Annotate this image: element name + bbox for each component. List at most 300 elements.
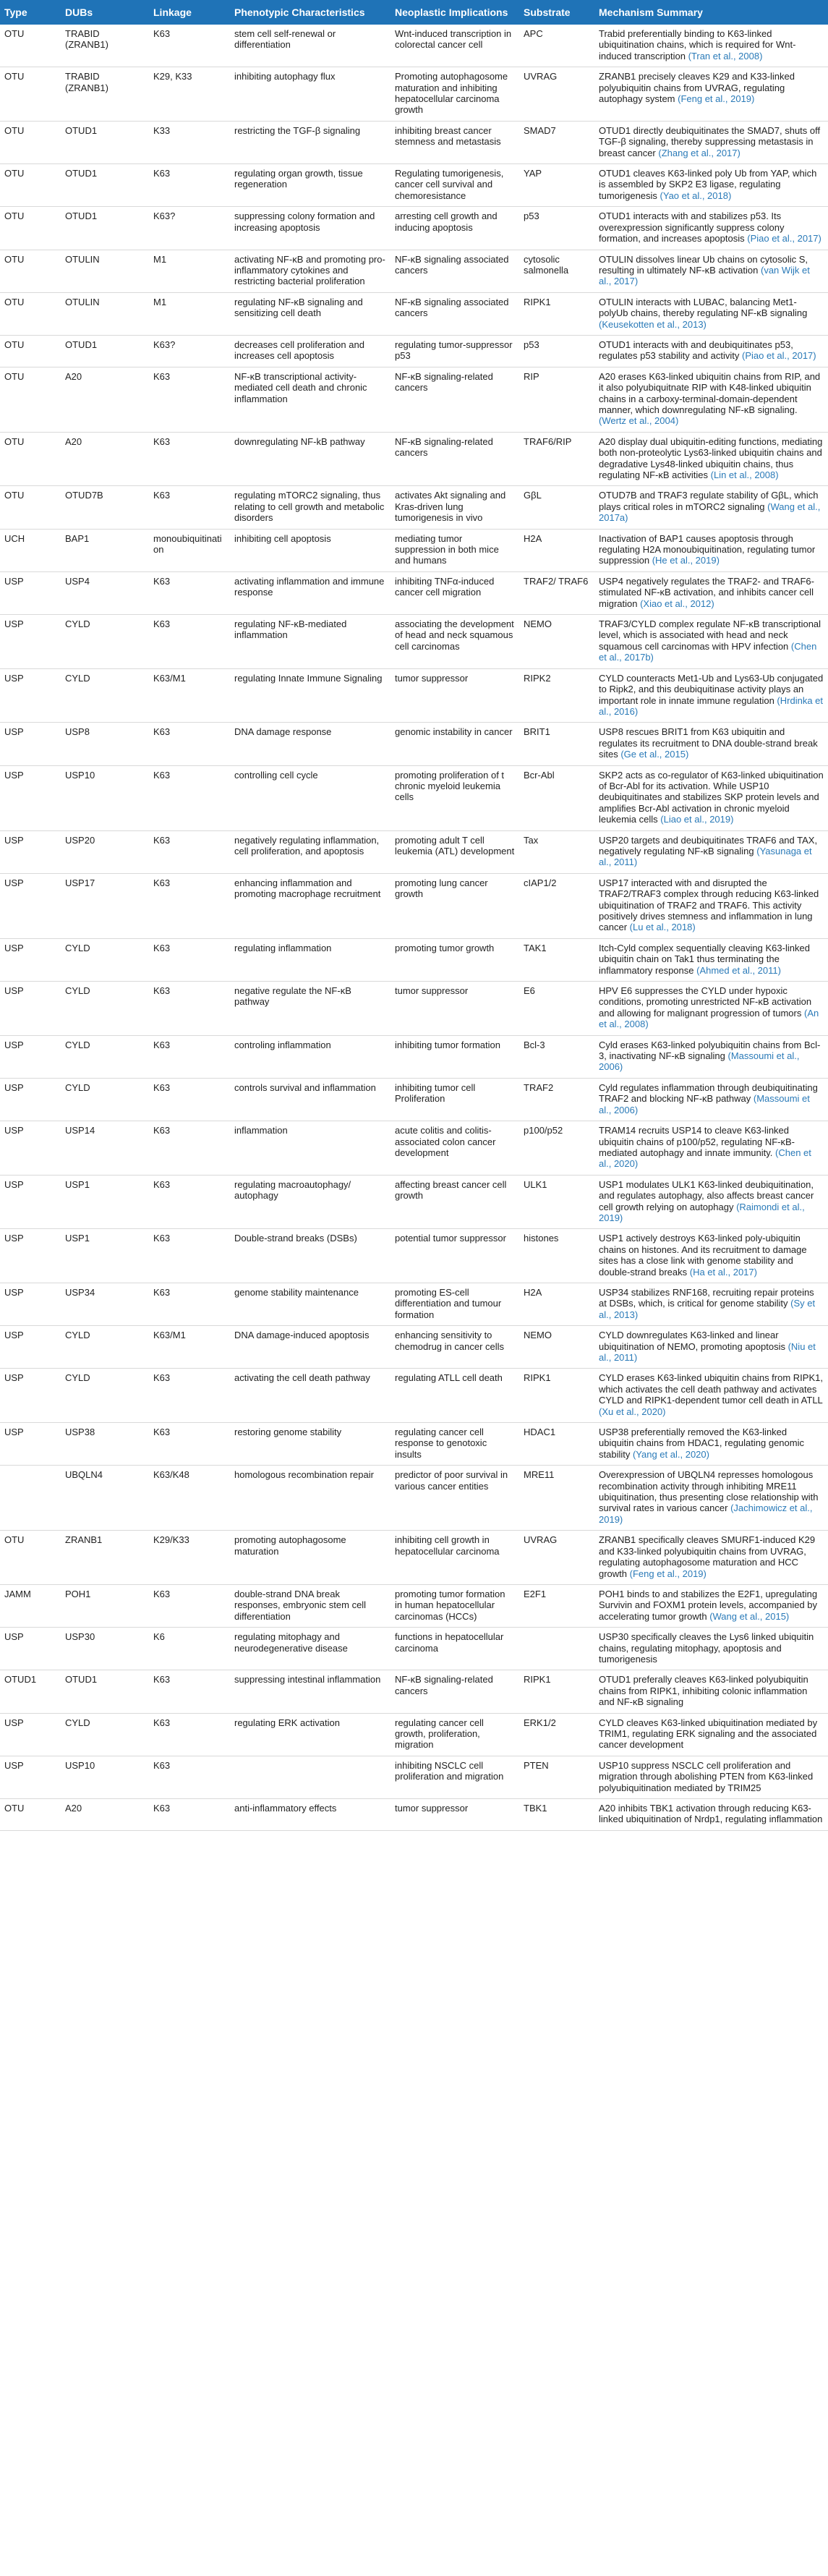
cell-phenotypic: regulating macroautophagy/ autophagy bbox=[230, 1175, 390, 1229]
cell-phenotypic: negative regulate the NF-κB pathway bbox=[230, 982, 390, 1036]
cell-dub: UBQLN4 bbox=[61, 1466, 149, 1531]
citation-link[interactable]: (Liao et al., 2019) bbox=[660, 814, 734, 825]
cell-type: OTUD1 bbox=[0, 1670, 61, 1713]
cell-phenotypic: Double-strand breaks (DSBs) bbox=[230, 1229, 390, 1283]
header-dubs: DUBs bbox=[65, 7, 93, 18]
cell-type: USP bbox=[0, 830, 61, 873]
cell-neoplastic: arresting cell growth and inducing apoptosis bbox=[390, 207, 519, 250]
cell-type: OTU bbox=[0, 432, 61, 486]
table-row bbox=[0, 830, 828, 873]
mechanism-text: OTUD1 directly deubiquitinates the SMAD7, shuts off TGF-β signaling, thereby suppressing metastasis in breast cancer bbox=[599, 124, 821, 158]
cell-substrate: histones bbox=[519, 1229, 594, 1283]
mechanism-text: Overexpression of UBQLN4 represses homologous recombination activity through inhibiting MRE11 ubiquitination, thus presenting close relationship with survival rates in various cancer bbox=[599, 1469, 819, 1514]
citation-link[interactable]: (van Wijk et al., 2017) bbox=[599, 264, 810, 287]
table-row bbox=[0, 1283, 828, 1325]
cell-mechanism bbox=[594, 571, 828, 614]
cell-substrate: NEMO bbox=[519, 615, 594, 669]
cell-dub: TRABID (ZRANB1) bbox=[61, 67, 149, 122]
header-substrate: Substrate bbox=[524, 7, 571, 18]
cell-neoplastic: inhibiting TNFα-induced cancer cell migration bbox=[390, 571, 519, 614]
citation-link[interactable]: (Wang et al., 2017a) bbox=[599, 501, 821, 524]
cell-phenotypic: regulating inflammation bbox=[230, 938, 390, 981]
cell-type: OTU bbox=[0, 367, 61, 432]
mechanism-text: OTUD1 cleaves K63-linked poly Ub from YAP, which is assembled by SKP2 E3 ligase, regulating tumorigenesis bbox=[599, 168, 817, 201]
cell-phenotypic: controlling cell cycle bbox=[230, 765, 390, 830]
cell-linkage: K6 bbox=[149, 1628, 230, 1670]
table-row bbox=[0, 1078, 828, 1121]
citation-link[interactable]: (Raimondi et al., 2019) bbox=[599, 1201, 805, 1223]
citation-link[interactable]: (Wertz et al., 2004) bbox=[599, 415, 679, 427]
cell-mechanism bbox=[594, 67, 828, 122]
mechanism-text: Cyld regulates inflammation through deubiquitinating TRAF2 and blocking NF-κB pathway bbox=[599, 1081, 818, 1105]
cell-phenotypic: DNA damage response bbox=[230, 723, 390, 765]
cell-type: USP bbox=[0, 1121, 61, 1176]
cell-mechanism bbox=[594, 723, 828, 765]
cell-phenotypic: restricting the TGF-β signaling bbox=[230, 121, 390, 163]
cell-substrate: ULK1 bbox=[519, 1175, 594, 1229]
cell-dub: CYLD bbox=[61, 938, 149, 981]
cell-type: USP bbox=[0, 1628, 61, 1670]
table-row bbox=[0, 1423, 828, 1466]
cell-substrate: MRE11 bbox=[519, 1466, 594, 1531]
cell-phenotypic: enhancing inflammation and promoting macrophage recruitment bbox=[230, 873, 390, 938]
cell-type: OTU bbox=[0, 1531, 61, 1585]
table-row bbox=[0, 1121, 828, 1176]
cell-type: JAMM bbox=[0, 1584, 61, 1627]
cell-substrate: YAP bbox=[519, 164, 594, 207]
cell-mechanism bbox=[594, 367, 828, 432]
cell-substrate: RIP bbox=[519, 367, 594, 432]
cell-dub: OTUD1 bbox=[61, 207, 149, 250]
cell-substrate bbox=[519, 1628, 594, 1670]
cell-phenotypic: downregulating NF-kB pathway bbox=[230, 432, 390, 486]
citation-link[interactable]: (Xu et al., 2020) bbox=[599, 1406, 666, 1417]
cell-mechanism bbox=[594, 432, 828, 486]
cell-substrate: RIPK2 bbox=[519, 668, 594, 723]
citation-link[interactable]: (Yang et al., 2020) bbox=[632, 1448, 709, 1460]
cell-type bbox=[0, 1466, 61, 1531]
cell-substrate: p100/p52 bbox=[519, 1121, 594, 1176]
cell-linkage: K63? bbox=[149, 335, 230, 367]
cell-phenotypic bbox=[230, 1756, 390, 1798]
cell-mechanism bbox=[594, 765, 828, 830]
citation-link[interactable]: (Sy et al., 2013) bbox=[599, 1298, 816, 1320]
cell-phenotypic: activating the cell death pathway bbox=[230, 1369, 390, 1423]
cell-neoplastic: affecting breast cancer cell growth bbox=[390, 1175, 519, 1229]
mechanism-text: OTUD1 interacts with and stabilizes p53. Its overexpression significantly suppress colony formation, and increases apoptosis bbox=[599, 211, 785, 245]
cell-linkage: K63 bbox=[149, 25, 230, 67]
mechanism-text: USP10 suppress NSCLC cell proliferation and migration through abolishing PTEN from K63-linked polyubiquitination mediated by TRIM25 bbox=[599, 1759, 814, 1793]
mechanism-text: Inactivation of BAP1 causes apoptosis through regulating H2A monoubiquitination, regulating tumor suppression bbox=[599, 532, 816, 566]
cell-neoplastic: NF-κB signaling-related cancers bbox=[390, 1670, 519, 1713]
cell-substrate: APC bbox=[519, 25, 594, 67]
mechanism-text: USP17 interacted with and disrupted the TRAF2/TRAF3 complex through reducing K63-linked ubiquitination of TRAF2 and TRAF6. This activity positively drives stemness and inflammation in lung cancer bbox=[599, 877, 819, 933]
cell-type: USP bbox=[0, 765, 61, 830]
cell-dub: OTUD1 bbox=[61, 121, 149, 163]
cell-linkage: K63 bbox=[149, 571, 230, 614]
table-row bbox=[0, 1369, 828, 1423]
cell-type: USP bbox=[0, 723, 61, 765]
cell-dub: CYLD bbox=[61, 615, 149, 669]
header-phenotypic: Phenotypic Characteristics bbox=[234, 7, 365, 18]
cell-dub: USP20 bbox=[61, 830, 149, 873]
citation-link[interactable]: (An et al., 2008) bbox=[599, 1007, 819, 1030]
cell-dub: A20 bbox=[61, 1799, 149, 1831]
table-row bbox=[0, 723, 828, 765]
cell-dub: CYLD bbox=[61, 1369, 149, 1423]
cell-phenotypic: negatively regulating inflammation, cell proliferation, and apoptosis bbox=[230, 830, 390, 873]
cell-linkage: K63/M1 bbox=[149, 1326, 230, 1369]
cell-dub: OTUD1 bbox=[61, 164, 149, 207]
cell-mechanism bbox=[594, 873, 828, 938]
cell-substrate: RIPK1 bbox=[519, 1670, 594, 1713]
cell-linkage: K63 bbox=[149, 1283, 230, 1325]
cell-substrate: E2F1 bbox=[519, 1584, 594, 1627]
cell-neoplastic: functions in hepatocellular carcinoma bbox=[390, 1628, 519, 1670]
table-row bbox=[0, 1326, 828, 1369]
citation-link[interactable]: (Niu et al., 2011) bbox=[599, 1340, 816, 1363]
cell-substrate: H2A bbox=[519, 529, 594, 571]
header-row bbox=[0, 0, 828, 25]
cell-mechanism bbox=[594, 1799, 828, 1831]
cell-neoplastic: inhibiting breast cancer stemness and metastasis bbox=[390, 121, 519, 163]
citation-link[interactable]: (Massoumi et al., 2006) bbox=[599, 1050, 800, 1073]
cell-type: USP bbox=[0, 615, 61, 669]
cell-dub: USP30 bbox=[61, 1628, 149, 1670]
mechanism-text: CYLD cleaves K63-linked ubiquitination mediated by TRIM1, regulating ERK signaling and the associated cancer development bbox=[599, 1717, 818, 1751]
cell-mechanism bbox=[594, 335, 828, 367]
cell-phenotypic: activating inflammation and immune response bbox=[230, 571, 390, 614]
cell-neoplastic: predictor of poor survival in various cancer entities bbox=[390, 1466, 519, 1531]
cell-mechanism bbox=[594, 529, 828, 571]
cell-linkage: K63 bbox=[149, 1229, 230, 1283]
table-row bbox=[0, 1531, 828, 1585]
cell-substrate: RIPK1 bbox=[519, 1369, 594, 1423]
table-row bbox=[0, 1175, 828, 1229]
cell-phenotypic: promoting autophagosome maturation bbox=[230, 1531, 390, 1585]
cell-mechanism bbox=[594, 1713, 828, 1756]
cell-neoplastic: regulating ATLL cell death bbox=[390, 1369, 519, 1423]
cell-dub: TRABID (ZRANB1) bbox=[61, 25, 149, 67]
cell-phenotypic: suppressing colony formation and increasing apoptosis bbox=[230, 207, 390, 250]
cell-dub: USP14 bbox=[61, 1121, 149, 1176]
cell-neoplastic: associating the development of head and neck squamous cell carcinomas bbox=[390, 615, 519, 669]
table-row bbox=[0, 1799, 828, 1831]
cell-phenotypic: regulating mitophagy and neurodegenerative disease bbox=[230, 1628, 390, 1670]
cell-mechanism bbox=[594, 292, 828, 335]
table-row bbox=[0, 668, 828, 723]
cell-dub: ZRANB1 bbox=[61, 1531, 149, 1585]
cell-linkage: K63 bbox=[149, 765, 230, 830]
mechanism-text: ZRANB1 precisely cleaves K29 and K33-linked polyubiquitin chains from UVRAG, regulating autophagy system bbox=[599, 71, 795, 105]
table-row bbox=[0, 1713, 828, 1756]
cell-linkage: monoubiquitination bbox=[149, 529, 230, 571]
cell-neoplastic: promoting ES-cell differentiation and tumour formation bbox=[390, 1283, 519, 1325]
cell-neoplastic: promoting tumor formation in human hepatocellular carcinomas (HCCs) bbox=[390, 1584, 519, 1627]
cell-mechanism bbox=[594, 1756, 828, 1798]
cell-substrate: TRAF6/RIP bbox=[519, 432, 594, 486]
table-row bbox=[0, 938, 828, 981]
citation-link[interactable]: (Wang et al., 2015) bbox=[709, 1610, 790, 1622]
cell-phenotypic: anti-inflammatory effects bbox=[230, 1799, 390, 1831]
cell-type: USP bbox=[0, 1369, 61, 1423]
cell-mechanism bbox=[594, 668, 828, 723]
mechanism-text: USP4 negatively regulates the TRAF2- and TRAF6-stimulated NF-κB activation, and inhibits cancer cell migration bbox=[599, 575, 814, 609]
table-row bbox=[0, 1628, 828, 1670]
table-row bbox=[0, 1466, 828, 1531]
cell-type: OTU bbox=[0, 335, 61, 367]
citation-link[interactable]: (Lin et al., 2008) bbox=[710, 469, 779, 480]
cell-substrate: E6 bbox=[519, 982, 594, 1036]
cell-mechanism bbox=[594, 1466, 828, 1531]
mechanism-text: POH1 binds to and stabilizes the E2F1, upregulating Survivin and FOXM1 protein levels, accompanied by accelerating tumor growth bbox=[599, 1588, 818, 1622]
cell-substrate: PTEN bbox=[519, 1756, 594, 1798]
cell-type: OTU bbox=[0, 250, 61, 292]
table-row bbox=[0, 1756, 828, 1798]
mechanism-text: USP1 actively destroys K63-linked poly-ubiquitin chains on histones. And its recruitment to damage sites has a close link with genome stability and double-strand breaks bbox=[599, 1233, 807, 1278]
cell-mechanism bbox=[594, 1584, 828, 1627]
citation-link[interactable]: (Keusekotten et al., 2013) bbox=[599, 318, 707, 330]
cell-linkage: K63 bbox=[149, 1670, 230, 1713]
table-row bbox=[0, 982, 828, 1036]
citation-link[interactable]: (Massoumi et al., 2006) bbox=[599, 1093, 810, 1115]
table-row bbox=[0, 335, 828, 367]
cell-linkage: K63 bbox=[149, 432, 230, 486]
citation-link[interactable]: (Yao et al., 2018) bbox=[660, 190, 732, 201]
citation-link[interactable]: (Ge et al., 2015) bbox=[620, 749, 689, 760]
cell-neoplastic: NF-κB signaling associated cancers bbox=[390, 250, 519, 292]
cell-neoplastic: regulating tumor-suppressor p53 bbox=[390, 335, 519, 367]
mechanism-text: OTULIN interacts with LUBAC, balancing Met1-polyUb chains, thereby regulating NF-κB signaling bbox=[599, 296, 808, 319]
cell-substrate: p53 bbox=[519, 207, 594, 250]
citation-link[interactable]: (Chen et al., 2017b) bbox=[599, 640, 817, 663]
mechanism-text: USP38 preferentially removed the K63-linked ubiquitin chains from HDAC1, regulating genomic stability bbox=[599, 1427, 804, 1460]
cell-mechanism bbox=[594, 938, 828, 981]
mechanism-text: OTULIN dissolves linear Ub chains on cytosolic S, resulting in ultimately NF-κB activation bbox=[599, 253, 808, 276]
cell-phenotypic: regulating Innate Immune Signaling bbox=[230, 668, 390, 723]
table-row bbox=[0, 432, 828, 486]
cell-type: USP bbox=[0, 668, 61, 723]
citation-link[interactable]: (Feng et al., 2019) bbox=[678, 93, 755, 105]
cell-dub: OTUD1 bbox=[61, 335, 149, 367]
mechanism-text: USP1 modulates ULK1 K63-linked deubiquitination, and regulates autophagy, also affects breast cancer cell growth relying on autophagy bbox=[599, 1178, 814, 1212]
cell-type: OTU bbox=[0, 67, 61, 122]
cell-neoplastic: tumor suppressor bbox=[390, 1799, 519, 1831]
cell-phenotypic: NF-κB transcriptional activity-mediated cell death and chronic inflammation bbox=[230, 367, 390, 432]
table-body bbox=[0, 25, 828, 1830]
cell-substrate: NEMO bbox=[519, 1326, 594, 1369]
citation-link[interactable]: (Ahmed et al., 2011) bbox=[696, 964, 781, 976]
cell-phenotypic: decreases cell proliferation and increases cell apoptosis bbox=[230, 335, 390, 367]
cell-linkage: K63 bbox=[149, 1121, 230, 1176]
cell-neoplastic: mediating tumor suppression in both mice and humans bbox=[390, 529, 519, 571]
cell-substrate: Bcr-Abl bbox=[519, 765, 594, 830]
cell-dub: OTUD7B bbox=[61, 486, 149, 529]
table-row bbox=[0, 121, 828, 163]
cell-type: OTU bbox=[0, 164, 61, 207]
cell-type: OTU bbox=[0, 486, 61, 529]
cell-dub: CYLD bbox=[61, 1035, 149, 1078]
citation-link[interactable]: (Piao et al., 2017) bbox=[742, 350, 816, 362]
mechanism-text: TRAM14 recruits USP14 to cleave K63-linked ubiquitin chains of p100/p52, regulating NF-κB-mediated autophagy and innate immunity. bbox=[599, 1125, 795, 1158]
cell-dub: OTUD1 bbox=[61, 1670, 149, 1713]
cell-dub: USP10 bbox=[61, 1756, 149, 1798]
cell-dub: OTULIN bbox=[61, 292, 149, 335]
cell-phenotypic: inhibiting autophagy flux bbox=[230, 67, 390, 122]
cell-phenotypic: double-strand DNA break responses, embryonic stem cell differentiation bbox=[230, 1584, 390, 1627]
table-row bbox=[0, 765, 828, 830]
mechanism-text: CYLD counteracts Met1-Ub and Lys63-Ub conjugated to Ripk2, and this deubiquitinase activity plays an important role in innate immune regulation bbox=[599, 672, 824, 706]
citation-link[interactable]: (He et al., 2019) bbox=[652, 555, 720, 566]
cell-phenotypic: regulating organ growth, tissue regeneration bbox=[230, 164, 390, 207]
mechanism-text: TRAF3/CYLD complex regulate NF-κB transcriptional level, which is associated with head and neck squamous cell carcinomas with HPV infection bbox=[599, 619, 821, 652]
cell-neoplastic: inhibiting cell growth in hepatocellular carcinoma bbox=[390, 1531, 519, 1585]
table-row bbox=[0, 1229, 828, 1283]
cell-neoplastic: regulating cancer cell response to genotoxic insults bbox=[390, 1423, 519, 1466]
citation-link[interactable]: (Ha et al., 2017) bbox=[689, 1266, 757, 1278]
cell-dub: A20 bbox=[61, 432, 149, 486]
cell-dub: USP8 bbox=[61, 723, 149, 765]
cell-neoplastic: promoting proliferation of t chronic myeloid leukemia cells bbox=[390, 765, 519, 830]
cell-mechanism bbox=[594, 1229, 828, 1283]
mechanism-text: OTUD1 preferally cleaves K63-linked polyubiquitin chains from RIPK1, inhibiting colonic inflammation and NF-κB signaling bbox=[599, 1674, 808, 1708]
cell-phenotypic: restoring genome stability bbox=[230, 1423, 390, 1466]
table-row bbox=[0, 367, 828, 432]
table-row bbox=[0, 1584, 828, 1627]
cell-phenotypic: stem cell self-renewal or differentiation bbox=[230, 25, 390, 67]
cell-neoplastic: inhibiting NSCLC cell proliferation and migration bbox=[390, 1756, 519, 1798]
cell-linkage: K63 bbox=[149, 1756, 230, 1798]
citation-link[interactable]: (Piao et al., 2017) bbox=[747, 233, 821, 245]
mechanism-text: CYLD downregulates K63-linked and linear ubiquitination of NEMO, promoting apoptosis bbox=[599, 1330, 788, 1352]
cell-linkage: K29/K33 bbox=[149, 1531, 230, 1585]
mechanism-text: HPV E6 suppresses the CYLD under hypoxic conditions, promoting unrestricted NF-κB activation and allowing for malignant progression of tumors bbox=[599, 985, 812, 1019]
table-row bbox=[0, 207, 828, 250]
cell-substrate: TRAF2/ TRAF6 bbox=[519, 571, 594, 614]
cell-substrate: cytosolic salmonella bbox=[519, 250, 594, 292]
cell-mechanism bbox=[594, 982, 828, 1036]
cell-phenotypic: homologous recombination repair bbox=[230, 1466, 390, 1531]
cell-mechanism bbox=[594, 486, 828, 529]
cell-type: USP bbox=[0, 1326, 61, 1369]
cell-phenotypic: DNA damage-induced apoptosis bbox=[230, 1326, 390, 1369]
cell-neoplastic: potential tumor suppressor bbox=[390, 1229, 519, 1283]
mechanism-text: OTUD1 interacts with and deubiquitinates p53, regulates p53 stability and activity bbox=[599, 339, 793, 362]
mechanism-text: USP30 specifically cleaves the Lys6 linked ubiquitin chains, regulating mitophagy, apoptosis and tumorigenesis bbox=[599, 1631, 814, 1665]
cell-substrate: H2A bbox=[519, 1283, 594, 1325]
table-row bbox=[0, 292, 828, 335]
cell-type: OTU bbox=[0, 1799, 61, 1831]
cell-dub: CYLD bbox=[61, 982, 149, 1036]
cell-dub: A20 bbox=[61, 367, 149, 432]
table-row bbox=[0, 873, 828, 938]
citation-link[interactable]: (Jachimowicz et al., 2019) bbox=[599, 1502, 813, 1525]
cell-neoplastic: promoting lung cancer growth bbox=[390, 873, 519, 938]
cell-substrate: Tax bbox=[519, 830, 594, 873]
cell-linkage: K63 bbox=[149, 1713, 230, 1756]
citation-link[interactable]: (Chen et al., 2020) bbox=[599, 1147, 811, 1170]
cell-linkage: K63/M1 bbox=[149, 668, 230, 723]
cell-mechanism bbox=[594, 1670, 828, 1713]
cell-substrate: TAK1 bbox=[519, 938, 594, 981]
citation-link[interactable]: (Tran et al., 2008) bbox=[688, 50, 763, 61]
cell-type: USP bbox=[0, 982, 61, 1036]
cell-neoplastic: acute colitis and colitis-associated colon cancer development bbox=[390, 1121, 519, 1176]
mechanism-text: SKP2 acts as co-regulator of K63-linked ubiquitination of Bcr-Abl for its activation. While USP10 deubiquitinates and stabilizes SKP protein levels and amplifies Bcr-Abl activation in chronic myeloid leukemia cells bbox=[599, 769, 824, 825]
header-linkage: Linkage bbox=[153, 7, 192, 18]
cell-linkage: K29, K33 bbox=[149, 67, 230, 122]
cell-linkage: K63 bbox=[149, 1584, 230, 1627]
cell-mechanism bbox=[594, 1121, 828, 1176]
cell-substrate: TBK1 bbox=[519, 1799, 594, 1831]
cell-mechanism bbox=[594, 1531, 828, 1585]
cell-mechanism bbox=[594, 250, 828, 292]
cell-dub: CYLD bbox=[61, 1078, 149, 1121]
cell-type: USP bbox=[0, 1229, 61, 1283]
cell-mechanism bbox=[594, 25, 828, 67]
cell-mechanism bbox=[594, 207, 828, 250]
cell-substrate: p53 bbox=[519, 335, 594, 367]
cell-dub: OTULIN bbox=[61, 250, 149, 292]
citation-link[interactable]: (Zhang et al., 2017) bbox=[658, 147, 740, 158]
mechanism-text: USP8 rescues BRIT1 from K63 ubiquitin and regulates its recruitment to DNA double-strand break sites bbox=[599, 726, 818, 760]
cell-phenotypic: regulating ERK activation bbox=[230, 1713, 390, 1756]
cell-dub: USP1 bbox=[61, 1229, 149, 1283]
cell-substrate: ERK1/2 bbox=[519, 1713, 594, 1756]
citation-link[interactable]: (Hrdinka et al., 2016) bbox=[599, 694, 823, 717]
cell-mechanism bbox=[594, 1369, 828, 1423]
cell-type: USP bbox=[0, 1713, 61, 1756]
mechanism-text: ZRANB1 specifically cleaves SMURF1-induced K29 and K33-linked polyubiquitin chains from UVRAG, regulating autophagosome maturation and HCC growth bbox=[599, 1534, 816, 1579]
cell-neoplastic: Regulating tumorigenesis, cancer cell survival and chemoresistance bbox=[390, 164, 519, 207]
mechanism-text: CYLD erases K63-linked ubiquitin chains from RIPK1, which activates the cell death pathway and activates CYLD and RIPK1-dependent tumor cell death in ATLL bbox=[599, 1372, 823, 1406]
cell-mechanism bbox=[594, 1078, 828, 1121]
cell-linkage: M1 bbox=[149, 292, 230, 335]
cell-type: USP bbox=[0, 571, 61, 614]
cell-mechanism bbox=[594, 1326, 828, 1369]
cell-dub: USP4 bbox=[61, 571, 149, 614]
citation-link[interactable]: (Lu et al., 2018) bbox=[629, 922, 696, 933]
cell-linkage: K63 bbox=[149, 367, 230, 432]
header-mechanism: Mechanism Summary bbox=[599, 7, 703, 18]
cell-phenotypic: regulating mTORC2 signaling, thus relating to cell growth and metabolic disorders bbox=[230, 486, 390, 529]
mechanism-text: OTUD7B and TRAF3 regulate stability of GβL, which plays critical roles in mTORC2 signaling bbox=[599, 490, 819, 512]
mechanism-text: Itch-Cyld complex sequentially cleaving K63-linked ubiquitin chain on Tak1 thus terminating the inflammatory response bbox=[599, 942, 810, 976]
table-header bbox=[0, 0, 828, 25]
cell-phenotypic: activating NF-κB and promoting pro-inflammatory cytokines and restricting bacterial proliferation bbox=[230, 250, 390, 292]
cell-type: USP bbox=[0, 873, 61, 938]
cell-neoplastic: genomic instability in cancer bbox=[390, 723, 519, 765]
cell-type: OTU bbox=[0, 121, 61, 163]
cell-neoplastic: NF-κB signaling-related cancers bbox=[390, 432, 519, 486]
citation-link[interactable]: (Yasunaga et al., 2011) bbox=[599, 845, 812, 868]
table-row bbox=[0, 164, 828, 207]
cell-linkage: K63/K48 bbox=[149, 1466, 230, 1531]
cell-type: UCH bbox=[0, 529, 61, 571]
citation-link[interactable]: (Feng et al., 2019) bbox=[629, 1568, 707, 1579]
cell-neoplastic: regulating cancer cell growth, proliferation, migration bbox=[390, 1713, 519, 1756]
cell-dub: USP17 bbox=[61, 873, 149, 938]
cell-mechanism bbox=[594, 1283, 828, 1325]
cell-linkage: K63 bbox=[149, 723, 230, 765]
cell-neoplastic: inhibiting tumor cell Proliferation bbox=[390, 1078, 519, 1121]
cell-linkage: K63 bbox=[149, 1035, 230, 1078]
cell-neoplastic: NF-κB signaling associated cancers bbox=[390, 292, 519, 335]
citation-link[interactable]: (Xiao et al., 2012) bbox=[640, 598, 714, 609]
cell-linkage: K63? bbox=[149, 207, 230, 250]
cell-dub: USP38 bbox=[61, 1423, 149, 1466]
cell-linkage: K63 bbox=[149, 982, 230, 1036]
